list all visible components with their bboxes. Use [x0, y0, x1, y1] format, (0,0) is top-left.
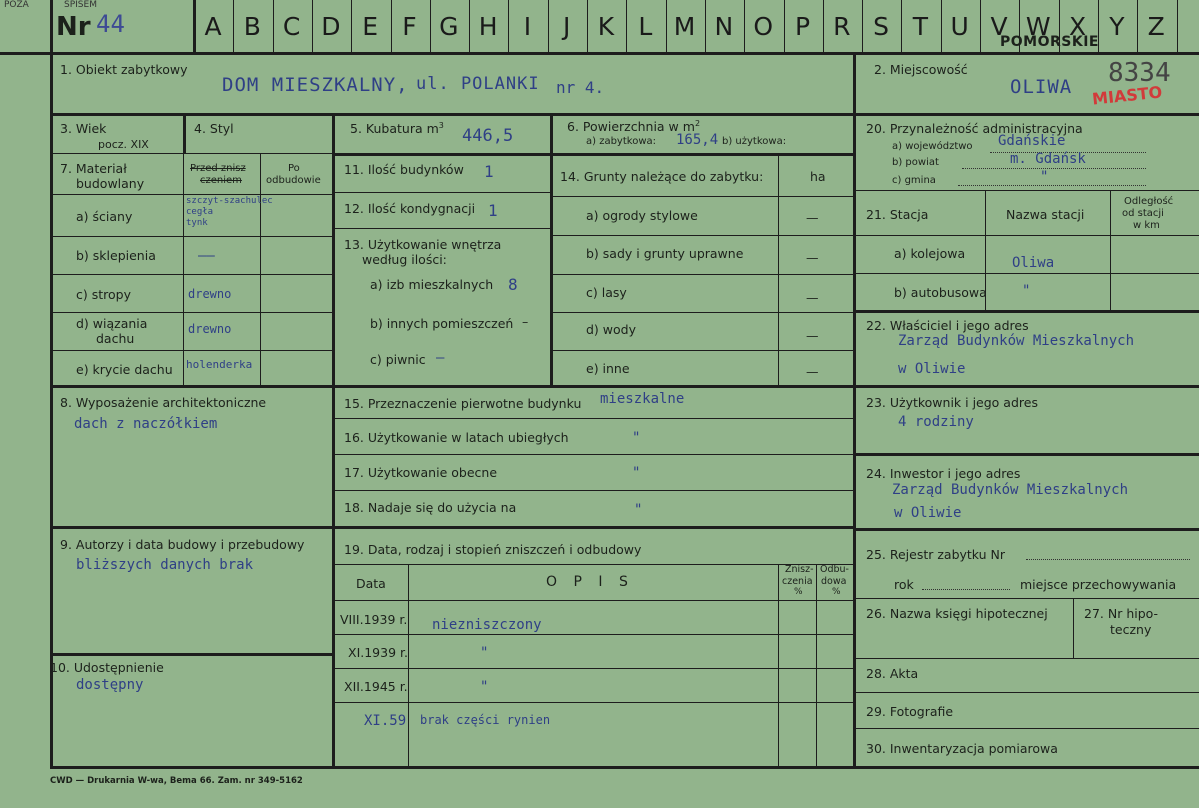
field-19-col-o-a: Odbu-	[820, 564, 849, 575]
field-12-value: 1	[488, 201, 498, 220]
field-18-label: 18. Nadaje się do użycia na	[344, 500, 517, 515]
alphabet-letter-z: Z	[1147, 12, 1165, 41]
alphabet-letter-g: G	[439, 12, 459, 41]
field-7e-value: holenderka	[186, 358, 253, 371]
field-10-label: 10. Udostępnienie	[50, 660, 164, 675]
alphabet-letter-v: V	[990, 12, 1008, 41]
field-14a-label: a) ogrody stylowe	[586, 208, 698, 223]
field-7a-value-b: cegła	[186, 207, 214, 217]
alphabet-letter-s: S	[873, 12, 890, 41]
field-17-value: "	[632, 465, 641, 481]
field-7b-value: ——	[198, 248, 215, 264]
printer-footer: CWD — Drukarnia W-wa, Bema 66. Zam. nr 349-5162	[50, 776, 303, 786]
field-14a-value: —	[806, 210, 819, 225]
field-19-row4-date: XI.59	[364, 713, 407, 729]
field-21b-label: b) autobusowa	[894, 285, 987, 300]
field-7-label-b: budowlany	[76, 176, 145, 191]
field-4-label: 4. Styl	[194, 121, 234, 136]
field-2-number: 8334	[1108, 58, 1171, 88]
field-7a-label: a) ściany	[76, 209, 133, 224]
field-16-value: "	[632, 430, 641, 446]
field-8-label: 8. Wyposażenie architektoniczne	[60, 395, 267, 410]
field-19-col-z-a: Znisz-	[785, 564, 814, 575]
field-11-label: 11. Ilość budynków	[344, 162, 464, 177]
field-22-value-b: w Oliwie	[898, 361, 966, 377]
alphabet-letter-y: Y	[1109, 12, 1125, 41]
field-20c-label: c) gmina	[892, 175, 936, 186]
field-14-label: 14. Grunty należące do zabytku:	[560, 169, 764, 184]
field-7e-label: e) krycie dachu	[76, 362, 173, 377]
field-29-label: 29. Fotografie	[866, 704, 954, 719]
field-10-value: dostępny	[76, 677, 144, 693]
field-19-col-date: Data	[356, 576, 386, 591]
field-6-value-a: 165,4	[676, 132, 719, 148]
alphabet-letter-b: B	[243, 12, 261, 41]
field-20a-label: a) województwo	[892, 141, 973, 152]
field-14c-label: c) lasy	[586, 285, 627, 300]
field-21-col-dist-b: od stacji	[1122, 208, 1164, 219]
field-6-sub-a: a) zabytkowa:	[586, 136, 656, 147]
field-1-value-c: nr 4.	[556, 78, 605, 97]
field-25-miejsce: miejsce przechowywania	[1020, 577, 1177, 592]
alphabet-letter-f: F	[402, 12, 417, 41]
field-7b-label: b) sklepienia	[76, 248, 156, 263]
field-23-value: 4 rodziny	[898, 414, 974, 430]
alphabet-letter-l: L	[638, 12, 653, 41]
field-13c-value: –	[436, 350, 445, 366]
field-19-row2-date: XI.1939 r.	[348, 645, 408, 660]
field-1-value-a: DOM MIESZKALNY,	[222, 74, 409, 96]
field-12-label: 12. Ilość kondygnacji	[344, 201, 476, 216]
field-14-unit: ha	[810, 169, 826, 184]
alphabet-letter-e: E	[362, 12, 379, 41]
field-22-value-a: Zarząd Budynków Mieszkalnych	[898, 333, 1135, 349]
alphabet-letter-o: O	[753, 12, 774, 41]
alphabet-letter-c: C	[282, 12, 301, 41]
alphabet-letter-x: X	[1069, 12, 1087, 41]
field-13c-label: c) piwnic	[370, 352, 426, 367]
field-21a-value: Oliwa	[1012, 255, 1055, 271]
nr-label: Nr	[56, 12, 91, 42]
region-stamp: POMORSKIE	[1000, 34, 1099, 50]
field-9-value: bliższych danych brak	[76, 557, 254, 573]
alphabet-letter-t: T	[912, 12, 929, 41]
field-5-value: 446,5	[462, 126, 514, 146]
field-7a-value-c: tynk	[186, 218, 208, 228]
field-7c-value: drewno	[188, 287, 232, 301]
field-19-row1-date: VIII.1939 r.	[340, 612, 408, 627]
field-8-value: dach z naczółkiem	[74, 416, 218, 432]
field-20b-value: m. Gdańsk	[1010, 151, 1086, 167]
field-21-col-dist-a: Odległość	[1124, 196, 1174, 207]
field-13b-label: b) innych pomieszczeń	[370, 316, 514, 331]
field-14b-value: —	[806, 250, 819, 265]
alphabet-letter-j: J	[563, 12, 571, 41]
field-19-col-desc: O P I S	[546, 574, 634, 590]
field-20b-label: b) powiat	[892, 157, 939, 168]
field-19-col-o-c: %	[832, 587, 841, 597]
nr-value: 44	[96, 10, 125, 38]
field-14d-value: —	[806, 328, 819, 343]
field-7d-value: drewno	[188, 322, 232, 336]
field-14b-label: b) sady i grunty uprawne	[586, 246, 744, 261]
alphabet-letter-p: P	[794, 12, 811, 41]
field-27-label-b: teczny	[1110, 622, 1152, 637]
alphabet-letter-k: K	[597, 12, 615, 41]
field-23-label: 23. Użytkownik i jego adres	[866, 395, 1038, 410]
field-7c-label: c) stropy	[76, 287, 131, 302]
field-22-label: 22. Właściciel i jego adres	[866, 318, 1029, 333]
field-2-stamp: MIASTO	[1091, 82, 1164, 109]
field-28-label: 28. Akta	[866, 666, 919, 681]
field-24-label: 24. Inwestor i jego adres	[866, 466, 1021, 481]
field-20a-value: Gdańskie	[998, 133, 1066, 149]
alphabet-letter-a: A	[204, 12, 222, 41]
field-1-value-b: ul. POLANKI	[416, 74, 540, 94]
field-19-label: 19. Data, rodzaj i stopień zniszczeń i odbudowy	[344, 542, 642, 557]
field-19-col-z-b: czenia	[782, 576, 813, 587]
field-17-label: 17. Użytkowanie obecne	[344, 465, 498, 480]
field-19-row3-desc: "	[480, 679, 489, 695]
field-16-label: 16. Użytkowanie w latach ubiegłych	[344, 430, 569, 445]
field-27-label-a: 27. Nr hipo-	[1084, 606, 1159, 621]
field-7d-label-b: dachu	[96, 331, 135, 346]
field-7d-label-a: d) wiązania	[76, 316, 148, 331]
field-20-label: 20. Przynależność administracyjna	[866, 121, 1083, 136]
alphabet-letter-n: N	[714, 12, 734, 41]
field-14e-value: —	[806, 364, 819, 379]
field-15-value: mieszkalne	[600, 391, 685, 407]
field-14d-label: d) wody	[586, 322, 636, 337]
field-21-label: 21. Stacja	[866, 207, 929, 222]
field-13-label-b: według ilości:	[362, 252, 447, 267]
alphabet-letter-w: W	[1025, 12, 1051, 41]
field-25-label: 25. Rejestr zabytku Nr	[866, 547, 1006, 562]
field-21a-label: a) kolejowa	[894, 246, 966, 261]
field-6-sub-b: b) użytkowa:	[722, 136, 787, 147]
alphabet-letter-r: R	[833, 12, 851, 41]
field-19-row1-desc: niezniszczony	[432, 617, 542, 633]
field-19-row2-desc: "	[480, 645, 489, 661]
field-14c-value: —	[806, 290, 819, 305]
field-13a-value: 8	[508, 275, 518, 294]
alphabet-letter-h: H	[478, 12, 498, 41]
field-2-value: OLIWA	[1010, 76, 1073, 98]
field-3-value: pocz. XIX	[98, 138, 149, 151]
field-13a-label: a) izb mieszkalnych	[370, 277, 494, 292]
field-20c-value: "	[1040, 169, 1049, 185]
field-24-value-b: w Oliwie	[894, 505, 962, 521]
field-7-col1-a: Przed znisz	[190, 163, 246, 174]
field-21b-value: "	[1022, 283, 1031, 299]
field-19-col-o-b: dowa	[821, 576, 847, 587]
field-7-label-a: 7. Materiał	[60, 161, 127, 176]
field-9-label: 9. Autorzy i data budowy i przebudowy	[60, 537, 305, 552]
field-1-label: 1. Obiekt zabytkowy	[60, 62, 188, 77]
field-19-row3-date: XII.1945 r.	[344, 679, 408, 694]
field-18-value: "	[634, 502, 643, 518]
field-6-label: 6. Powierzchnia w $m^2$	[567, 119, 701, 135]
field-26-label: 26. Nazwa księgi hipotecznej	[866, 606, 1048, 621]
field-19-row4-desc: brak części rynien	[420, 713, 551, 727]
field-7-col2-b: odbudowie	[266, 175, 321, 186]
field-3-label: 3. Wiek	[60, 121, 107, 136]
field-21-col-name: Nazwa stacji	[1006, 207, 1085, 222]
field-11-value: 1	[484, 162, 494, 181]
field-13b-value: –	[522, 314, 529, 329]
field-7a-value-a: szczyt-szachulec	[186, 196, 273, 206]
alphabet-letter-u: U	[950, 12, 969, 41]
alphabet-letter-m: M	[673, 12, 696, 41]
alphabet-letter-i: I	[523, 12, 532, 41]
corner-note-spisem: SPISEM	[64, 0, 97, 10]
field-2-label: 2. Miejscowość	[874, 62, 968, 77]
field-5-label: 5. Kubatura $m^3$	[350, 121, 444, 137]
field-7-col1-b: czeniem	[200, 175, 242, 186]
field-30-label: 30. Inwentaryzacja pomiarowa	[866, 741, 1058, 756]
field-15-label: 15. Przeznaczenie pierwotne budynku	[344, 396, 582, 411]
field-14e-label: e) inne	[586, 361, 630, 376]
field-7-col2-a: Po	[288, 163, 300, 174]
field-24-value-a: Zarząd Budynków Mieszkalnych	[892, 482, 1129, 498]
field-25-rok: rok	[894, 577, 914, 592]
field-13-label-a: 13. Użytkowanie wnętrza	[344, 237, 502, 252]
alphabet-letter-d: D	[321, 12, 341, 41]
field-21-col-dist-c: w km	[1133, 220, 1160, 231]
corner-note-poza: POZA	[4, 0, 29, 10]
field-19-col-z-c: %	[794, 587, 803, 597]
